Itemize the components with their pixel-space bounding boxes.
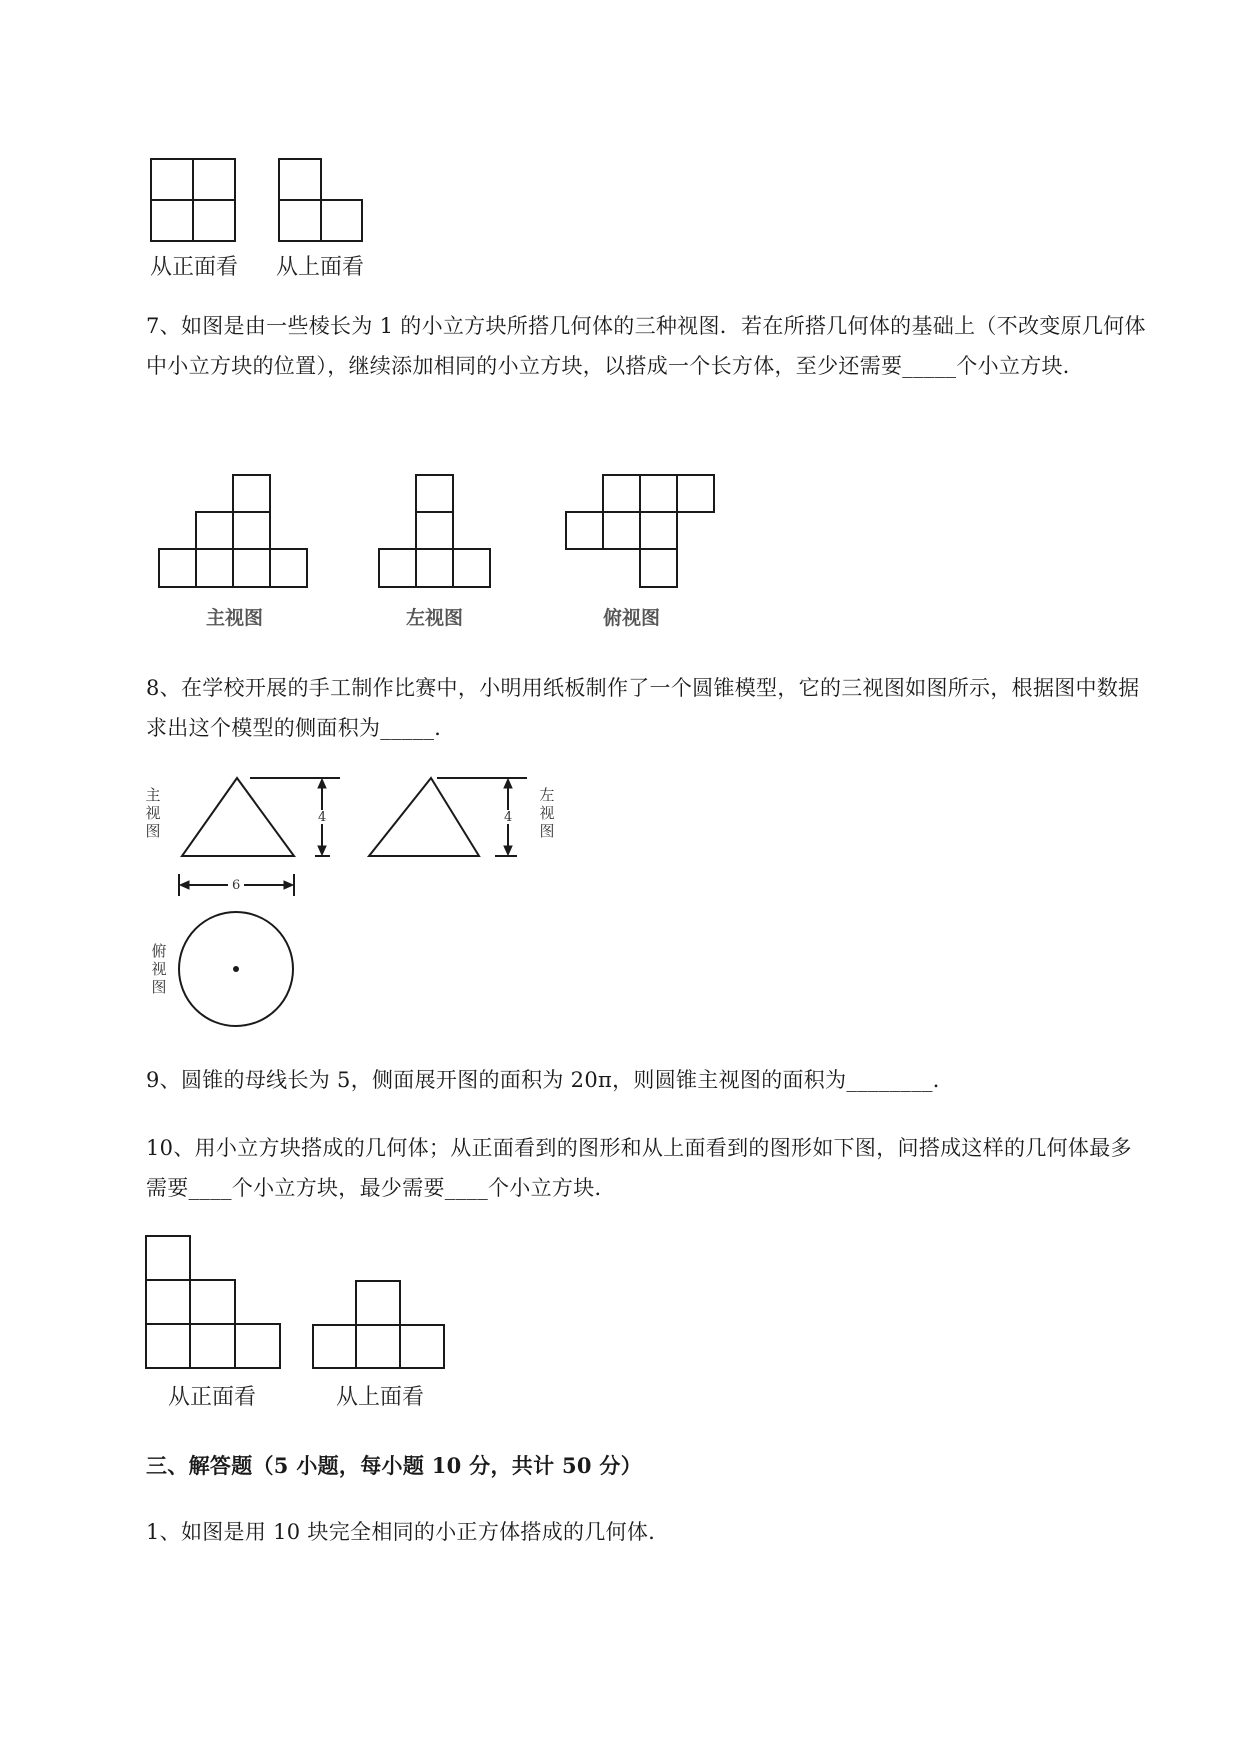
q8-question-text: 8、在学校开展的手工制作比赛中，小明用纸板制作了一个圆锥模型，它的三视图如图所示，根据图中数据求出这个模型的侧面积为_____． (146, 676, 1140, 740)
q6-top-square (321, 200, 362, 241)
q8-left-view-label: 左视图 (539, 786, 555, 840)
q8-main-view-label: 主视图 (145, 786, 161, 840)
q10-top-square (400, 1325, 444, 1368)
q9-question-text: 9、圆锥的母线长为 5，侧面展开图的面积为 20π，则圆锥主视图的面积为________． (146, 1068, 955, 1092)
s3q1-question-text: 1、如图是用 10 块完全相同的小正方体搭成的几何体． (146, 1520, 670, 1544)
q7-main-square (233, 512, 270, 549)
q7-main-view-label: 主视图 (206, 607, 264, 629)
q8-width-dimension (176, 872, 300, 898)
q7-left-view-label: 左视图 (406, 607, 464, 629)
q6-front-view-figure (150, 158, 240, 243)
q7-left-square (453, 549, 490, 587)
q6-top-view-figure (278, 158, 368, 243)
q10-top-view-figure (312, 1280, 448, 1372)
q8-left-view-figure (357, 770, 537, 860)
q6-top-square (279, 159, 321, 200)
q7-main-square (159, 549, 196, 587)
q6-front-label: 从正面看 (150, 255, 239, 280)
q7-top-square (677, 475, 714, 512)
q10-front-square (235, 1324, 280, 1368)
q8-left-height-label: 4 (504, 810, 513, 825)
q10-front-square (190, 1324, 235, 1368)
q10-front-square (146, 1236, 190, 1280)
q7-main-square (196, 549, 233, 587)
q7-left-square (416, 475, 453, 512)
q7-question-text: 7、如图是由一些棱长为 1 的小立方块所搭几何体的三种视图．若在所搭几何体的基础上（不改变原几何体中小立方块的位置），继续添加相同的小立方块，以搭成一个长方体，至少还需要_____个小立方块． (146, 314, 1146, 378)
q8-main-view-figure (170, 770, 350, 860)
q8-left-arrow-down (504, 846, 512, 855)
q10-top-square (356, 1281, 400, 1325)
section3-heading: 三、解答题（5 小题，每小题 10 分，共计 50 分） (146, 1453, 643, 1478)
q8-main-triangle (182, 778, 294, 856)
q8-main-height-label: 4 (318, 810, 327, 825)
q6-top-square (279, 200, 321, 241)
q10-top-square (313, 1325, 356, 1368)
q7-top-square (603, 475, 640, 512)
q6-top-label: 从上面看 (276, 255, 365, 280)
q7-top-square (640, 512, 677, 549)
q7-top-view-label: 俯视图 (603, 607, 661, 629)
q10-front-view-figure (145, 1235, 285, 1371)
q10-top-square (356, 1325, 400, 1368)
q8-top-view-figure (178, 910, 298, 1030)
q6-front-square (151, 200, 193, 241)
q7-top-square (566, 512, 603, 549)
q8-left-arrow-up (504, 779, 512, 788)
q7-top-square (640, 549, 677, 587)
q7-left-square (416, 512, 453, 549)
q7-left-view-figure (378, 474, 494, 590)
q7-main-view-figure (158, 474, 310, 590)
q6-front-square (151, 159, 193, 200)
q8-left-triangle (369, 778, 479, 856)
q10-top-label: 从上面看 (336, 1385, 425, 1410)
q8-top-center-dot (233, 966, 239, 972)
q7-left-square (416, 549, 453, 587)
q8-main-arrow-down (318, 846, 326, 855)
q7-main-square (196, 512, 233, 549)
q7-left-square (379, 549, 416, 587)
q8-width-arrow-left (180, 881, 189, 889)
q8-width-label: 6 (232, 878, 241, 893)
q10-front-square (146, 1280, 190, 1324)
q7-top-square (603, 512, 640, 549)
q8-width-arrow-right (284, 881, 293, 889)
q10-front-square (146, 1324, 190, 1368)
q8-top-view-label: 俯视图 (151, 942, 167, 996)
q7-main-square (233, 549, 270, 587)
q10-front-square (190, 1280, 235, 1324)
q7-main-square (233, 475, 270, 512)
q6-front-square (193, 159, 235, 200)
q8-main-arrow-up (318, 779, 326, 788)
q7-top-view-figure (565, 474, 720, 590)
q7-top-square (640, 475, 677, 512)
q10-question-text: 10、用小立方块搭成的几何体；从正面看到的图形和从上面看到的图形如下图，问搭成这样的几何体最多需要____个小立方块，最少需要____个小立方块． (146, 1136, 1132, 1200)
q10-front-label: 从正面看 (168, 1385, 257, 1410)
q6-front-square (193, 200, 235, 241)
q7-main-square (270, 549, 307, 587)
